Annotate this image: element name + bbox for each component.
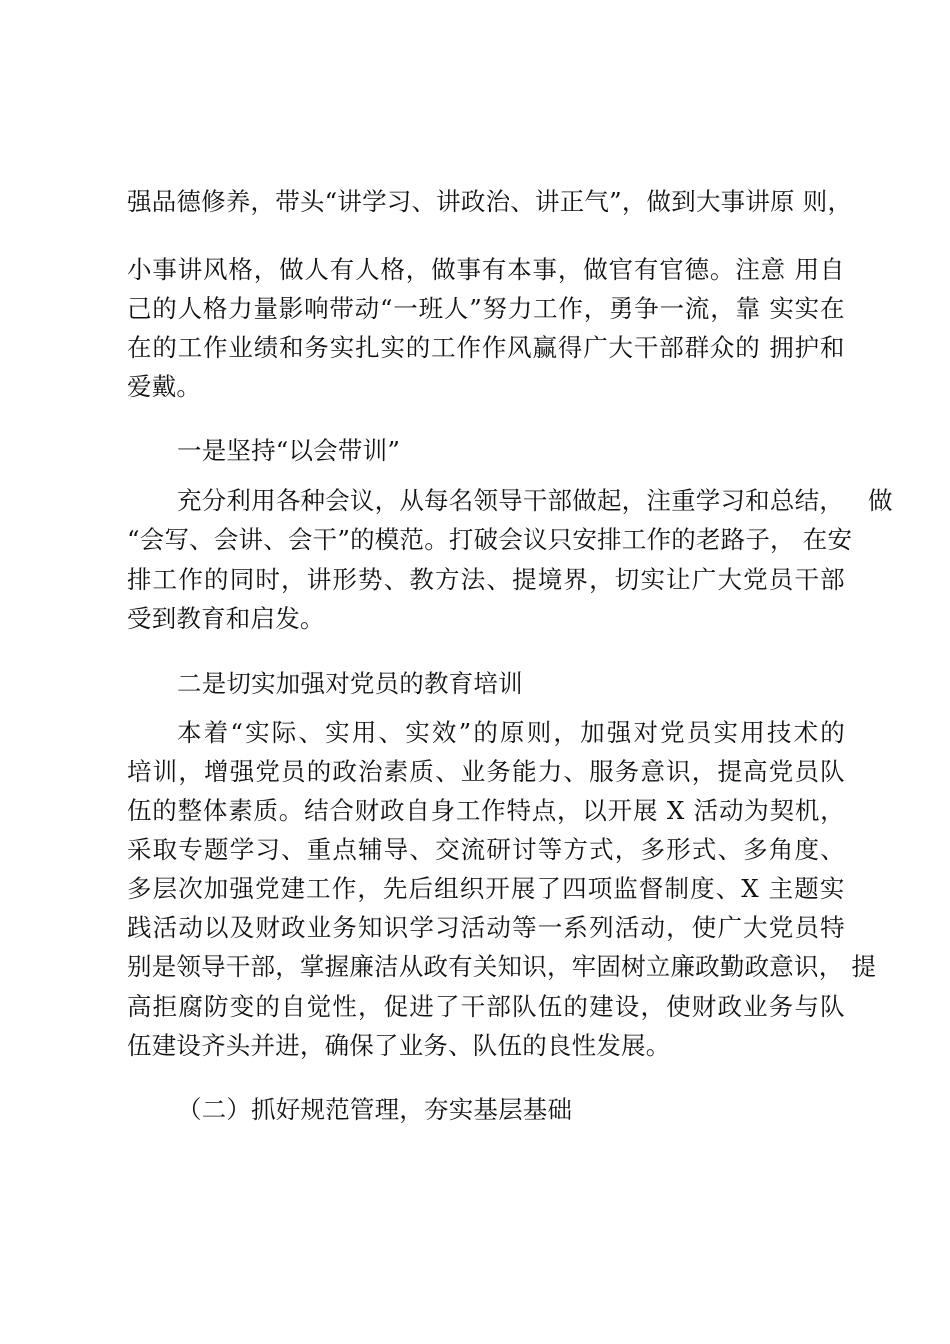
paragraph-2-line-1: 本 着 “ 实 际 、 实 用 、 实 效 ” 的 原 则 ， 加 强 对 党 员 实 用 技 术 的 <box>177 718 845 747</box>
intro-line-3: 己 的 人 格 力 量 影 响 带 动 “ 一 班 人 ” 努 力 工 作 ， 勇 争 一 流 ， 靠 实 实 在 <box>127 294 845 323</box>
intro-line-5: 爱戴。 <box>127 372 202 401</box>
intro-line-2: 小 事 讲 风 格 ， 做 人 有 人 格 ， 做 事 有 本 事 ， 做 官 有 官 德 。 注 意 用 自 <box>127 255 845 284</box>
paragraph-2-line-9: 伍建设齐头并进，确保了业务、队伍的良性发展。 <box>127 1031 671 1060</box>
paragraph-2-line-6: 践 活 动 以 及 财 政 业 务 知 识 学 习 活 动 等 一 系 列 活 动 ， 使 广 大 党 员 特 <box>127 913 845 942</box>
paragraph-2-line-4: 采 取 专 题 学 习 、 重 点 辅 导 、 交 流 研 讨 等 方 式 ， 多 形 式 、 多 角 度 、 <box>127 835 845 864</box>
intro-line-1: 强 品 德 修 养 ， 带 头 “ 讲 学 习 、 讲 政 治 、 讲 正 气 ” ， 做 到 大 事 讲 原 则 ， <box>127 187 853 216</box>
heading-1: 一是坚持“以会带训” <box>177 436 401 465</box>
paragraph-1-line-4: 受到教育和启发。 <box>127 604 325 633</box>
paragraph-2-line-2: 培 训 ， 增 强 党 员 的 政 治 素 质 、 业 务 能 力 、 服 务 意 识 ， 提 高 党 员 队 <box>127 757 845 786</box>
paragraph-1-line-2: “ 会 写 、 会 讲 、 会 干 ” 的 模 范 。 打 破 会 议 只 安 排 工 作 的 老 路 子 ， 在 安 <box>127 525 853 554</box>
heading-3: （二）抓好规范管理，夯实基层基础 <box>177 1095 573 1124</box>
paragraph-1-line-3: 排 工 作 的 同 时 ， 讲 形 势 、 教 方 法 、 提 境 界 ， 切 实 让 广 大 党 员 干 部 <box>127 565 845 594</box>
paragraph-2-line-5: 多 层 次 加 强 党 建 工 作 ， 先 后 组 织 开 展 了 四 项 监 督 制 度 、 X 主 题 实 <box>127 874 845 903</box>
paragraph-1-line-1: 充 分 利 用 各 种 会 议 ， 从 每 名 领 导 干 部 做 起 ， 注 重 学 习 和 总 结 ， 做 <box>177 486 893 515</box>
intro-line-4: 在 的 工 作 业 绩 和 务 实 扎 实 的 工 作 作 风 赢 得 广 大 干 部 群 众 的 拥 护 和 <box>127 333 845 362</box>
paragraph-2-line-8: 高 拒 腐 防 变 的 自 觉 性 ， 促 进 了 干 部 队 伍 的 建 设 ， 使 财 政 业 务 与 队 <box>127 992 845 1021</box>
heading-2: 二是切实加强对党员的教育培训 <box>177 669 523 698</box>
paragraph-2-line-7: 别 是 领 导 干 部 ， 掌 握 廉 洁 从 政 有 关 知 识 ， 牢 固 树 立 廉 政 勤 政 意 识 ， 提 <box>127 952 877 981</box>
paragraph-2-line-3: 伍 的 整 体 素 质 。 结 合 财 政 自 身 工 作 特 点 ， 以 开 展 X 活 动 为 契 机 ， <box>127 796 845 825</box>
